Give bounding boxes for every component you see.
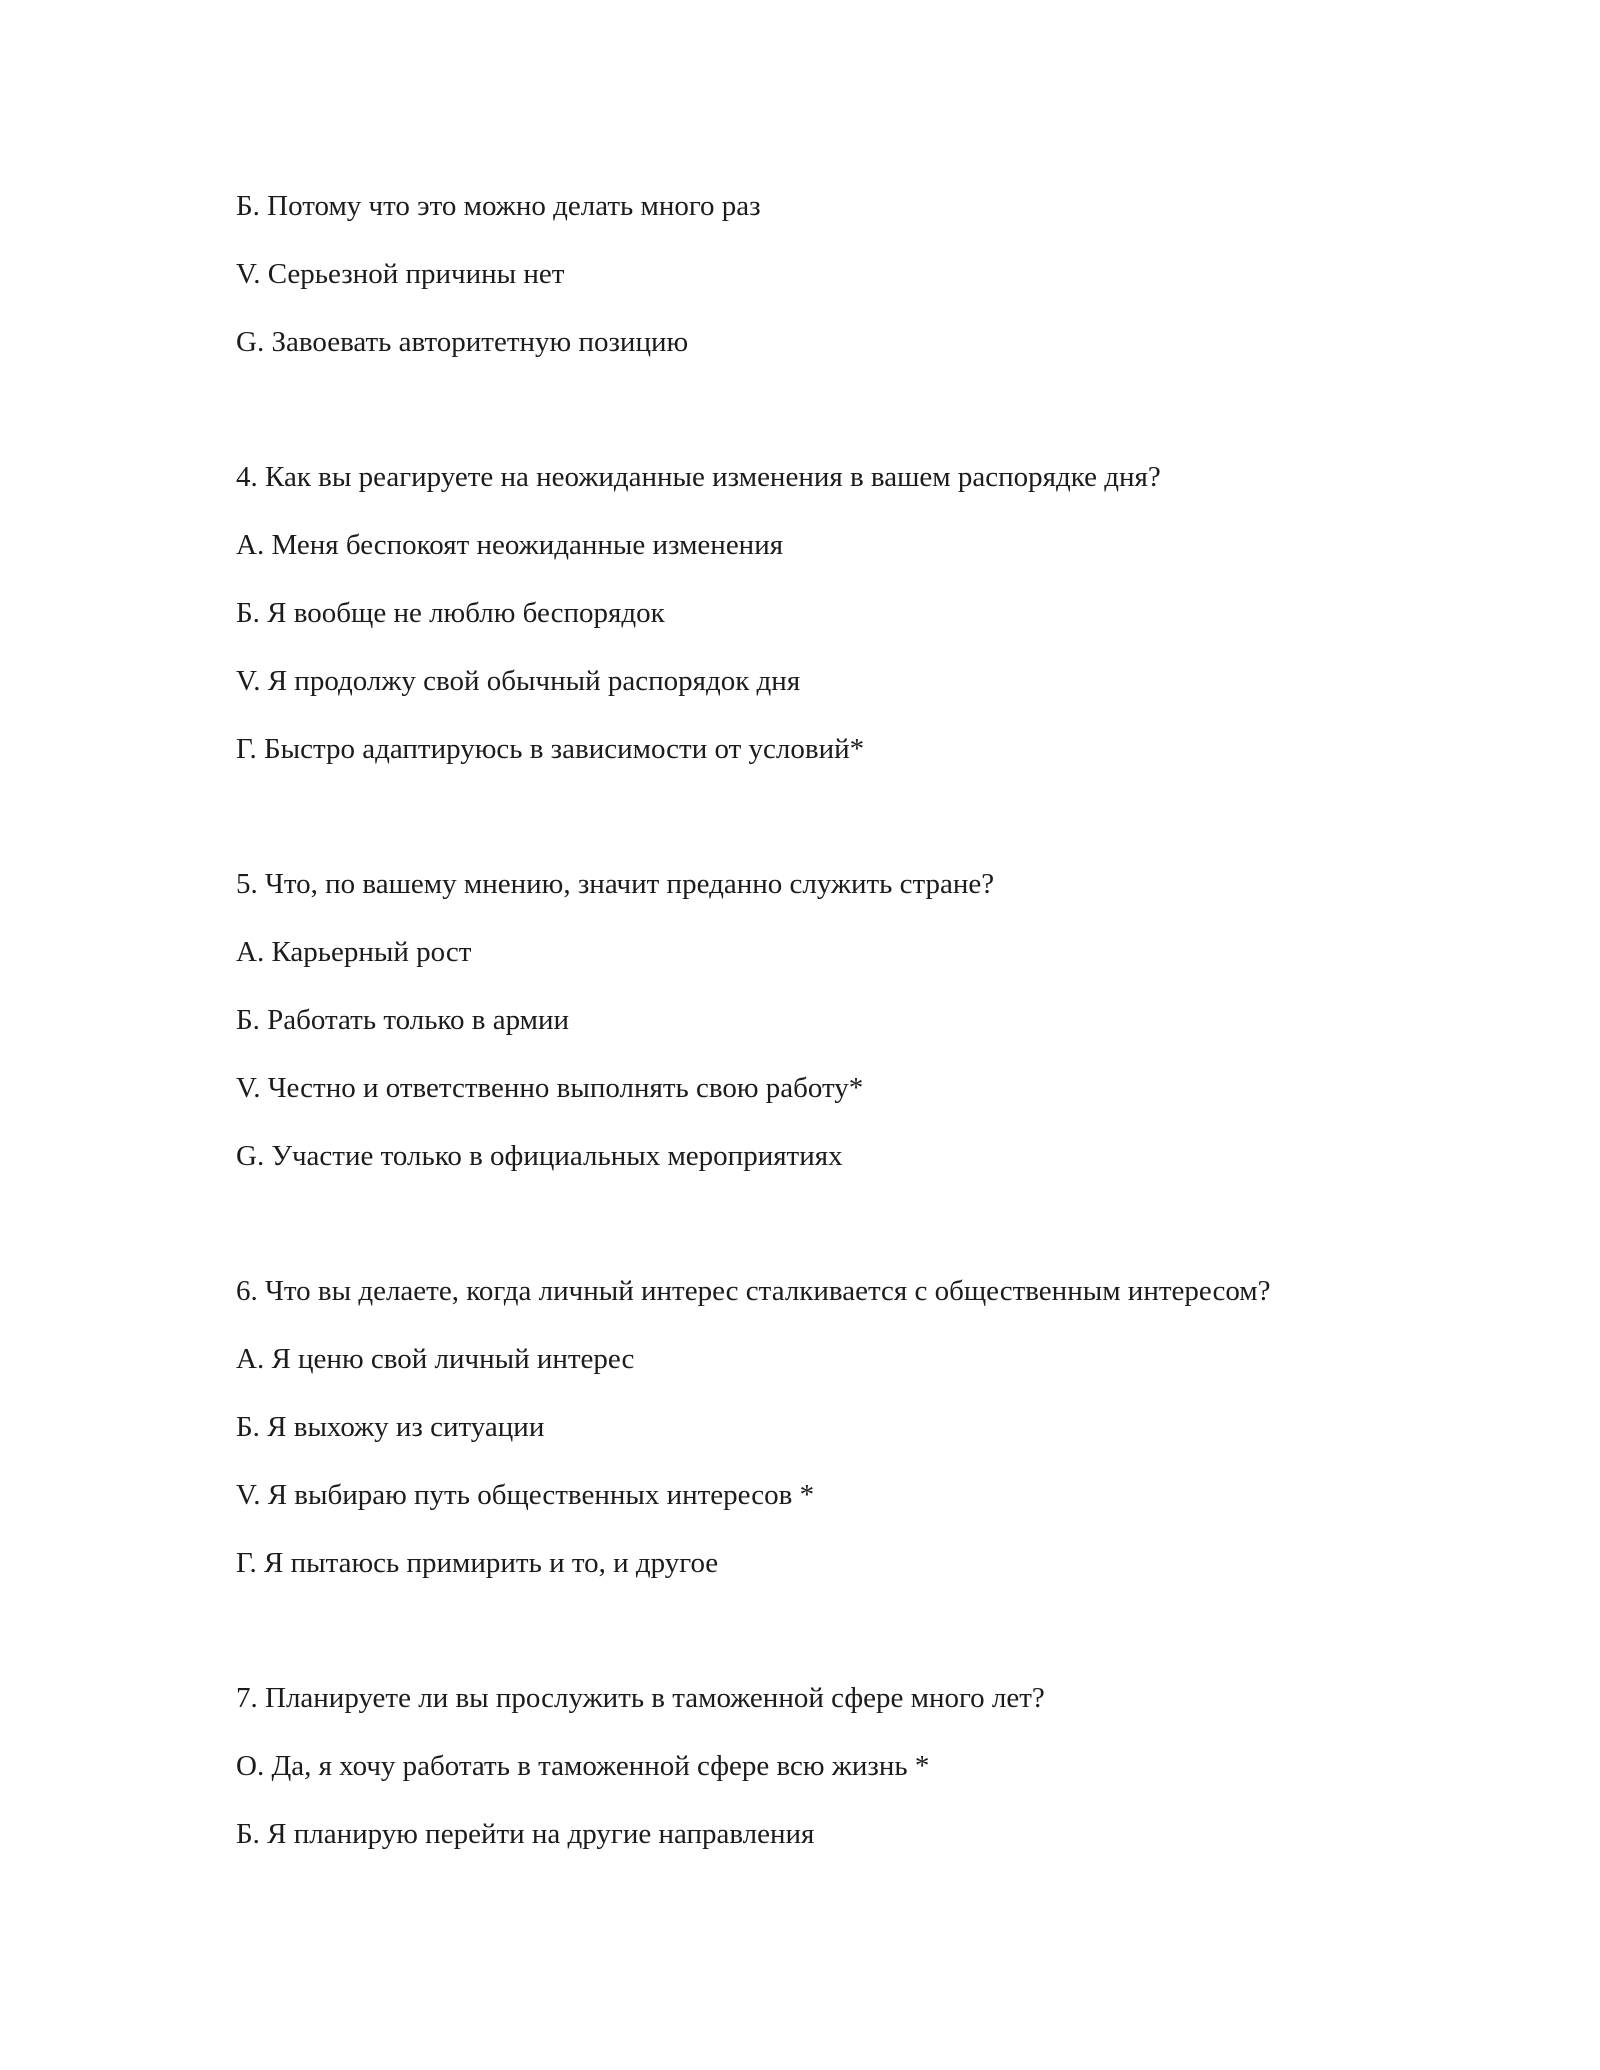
answer-option: Б. Я вообще не люблю беспорядок bbox=[236, 597, 665, 629]
question-text: 4. Как вы реагируете на неожиданные изменения в вашем распорядке дня? bbox=[236, 461, 1161, 493]
document-body bbox=[236, 188, 1486, 1884]
answer-option: V. Я продолжу свой обычный распорядок дня bbox=[236, 665, 801, 697]
answer-option: V. Я выбираю путь общественных интересов * bbox=[236, 1479, 815, 1511]
answer-option: А. Карьерный рост bbox=[236, 936, 472, 968]
answer-option: Г. Быстро адаптируюсь в зависимости от условий* bbox=[236, 733, 865, 765]
section-gap bbox=[236, 1613, 1486, 1680]
question-text: 5. Что, по вашему мнению, значит преданно служить стране? bbox=[236, 868, 995, 900]
answer-option: А. Я ценю свой личный интерес bbox=[236, 1343, 635, 1375]
answer-option: G. Участие только в официальных мероприятиях bbox=[236, 1140, 843, 1172]
answer-option: А. Меня беспокоят неожиданные изменения bbox=[236, 529, 784, 561]
section-gap bbox=[236, 1206, 1486, 1273]
section-gap bbox=[236, 799, 1486, 866]
answer-option: Г. Я пытаюсь примирить и то, и другое bbox=[236, 1547, 719, 1579]
question-text: 6. Что вы делаете, когда личный интерес сталкивается с общественным интересом? bbox=[236, 1275, 1271, 1307]
answer-option: Б. Я выхожу из ситуации bbox=[236, 1411, 545, 1443]
answer-option: Б. Работать только в армии bbox=[236, 1004, 570, 1036]
answer-option: О. Да, я хочу работать в таможенной сфере всю жизнь * bbox=[236, 1750, 930, 1782]
answer-option: G. Завоевать авторитетную позицию bbox=[236, 326, 689, 358]
question-text: 7. Планируете ли вы прослужить в таможенной сфере много лет? bbox=[236, 1682, 1045, 1714]
answer-option: Б. Потому что это можно делать много раз bbox=[236, 190, 761, 222]
answer-option: V. Серьезной причины нет bbox=[236, 258, 565, 290]
answer-option: Б. Я планирую перейти на другие направления bbox=[236, 1818, 815, 1850]
answer-option: V. Честно и ответственно выполнять свою работу* bbox=[236, 1072, 864, 1104]
section-gap bbox=[236, 392, 1486, 459]
